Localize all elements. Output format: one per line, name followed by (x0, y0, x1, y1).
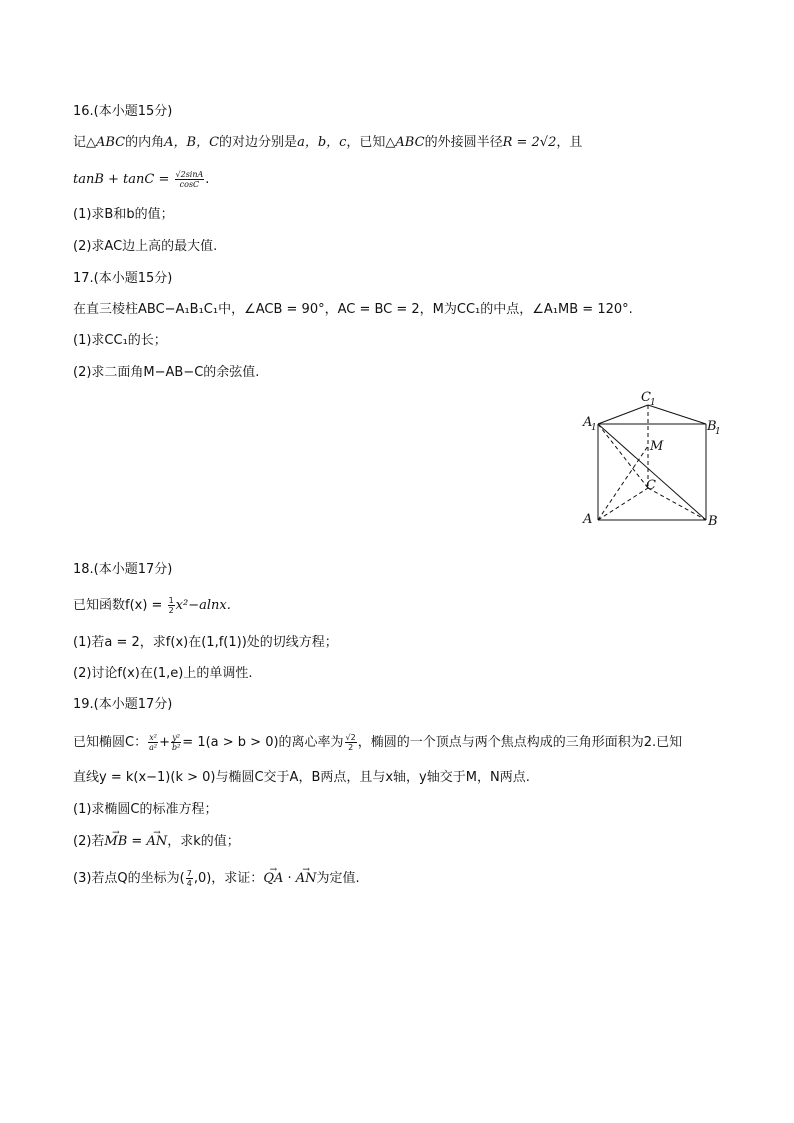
q19-p3-a: (3)若点Q的坐标为( (73, 871, 185, 886)
q19-f3-den: 2 (348, 743, 354, 752)
q17-part2: (2)求二面角M−AB−C的余弦值. (73, 365, 260, 380)
q18-part2: (2)讨论f(x)在(1,e)上的单调性. (73, 666, 253, 681)
q18-header: 18.(本小题17分) (73, 562, 173, 577)
q16-eq-fraction (175, 170, 205, 189)
q19-frac-e (345, 733, 357, 752)
label-a: A (583, 512, 593, 527)
q18-stem-a: 已知函数f(x) = (73, 598, 167, 613)
edge-a-c-dashed (598, 488, 648, 520)
q19-p3-b: ,0)，求证： (193, 871, 264, 886)
q17-part1: (1)求CC₁的长； (73, 333, 167, 348)
q19-f2-num: y² (172, 733, 180, 742)
q19-p3-num: 7 (186, 869, 192, 878)
vector-mb: → MB (104, 833, 127, 851)
q18-den: 2 (168, 606, 174, 615)
q16-stem-g: ，已知△ (346, 135, 396, 150)
q19-f2-den: b² (171, 743, 181, 752)
q16-stem-d: A，B，C (164, 135, 220, 150)
label-a1-sub: 1 (591, 423, 597, 433)
vector-qa: → QA (263, 870, 283, 888)
label-m: M (650, 439, 664, 454)
q16-stem (73, 134, 582, 152)
q16-eq-end: . (205, 172, 210, 187)
q18-half-fraction (168, 596, 175, 615)
q16-part1: (1)求B和b的值； (73, 207, 174, 222)
q16-eq-num: √2sinA (175, 170, 204, 179)
q16-stem-f: a，b，c (297, 135, 347, 150)
q19-frac-y (171, 733, 181, 752)
q19-p3-den: 4 (186, 879, 192, 888)
label-a1: A (583, 415, 593, 430)
segment-a-m-dashed (598, 446, 648, 520)
q18-part1: (1)若a = 2，求f(x)在(1,f(1))处的切线方程； (73, 635, 338, 650)
q18-stem (73, 596, 231, 615)
q16-stem-i: 的外接圆半径 (424, 135, 503, 150)
q19-header: 19.(本小题17分) (73, 697, 173, 712)
q19-p2-a: (2)若 (73, 834, 105, 849)
q16-stem-a: 记△ (73, 135, 96, 150)
q19-l1-c: ，椭圆的一个顶点与两个焦点构成的三角形面积为2.已知 (357, 735, 683, 750)
q16-stem-c: 的内角 (125, 135, 165, 150)
q19-part3 (73, 869, 360, 888)
q19-plus: + (159, 735, 170, 750)
label-b: B (708, 514, 718, 529)
q19-frac-x (148, 733, 158, 752)
q16-stem-b: ABC (96, 135, 126, 150)
edge-a1-c1 (598, 405, 648, 424)
q16-part2: (2)求AC边上高的最大值. (73, 239, 218, 254)
q19-f1-den: a² (149, 743, 158, 752)
q19-f3-num: √2 (345, 733, 356, 742)
q19-p3-dot: · (283, 871, 296, 886)
q19-line1 (73, 733, 682, 752)
q17-stem: 在直三棱柱ABC−A₁B₁C₁中，∠ACB = 90°，AC = BC = 2，M为CC₁的中点，∠A₁MB = 120°. (73, 302, 633, 317)
q16-header: 16.(本小题15分) (73, 104, 173, 119)
q19-part2 (73, 833, 240, 851)
q18-num: 1 (168, 596, 174, 605)
q16-eq-left: tanB + tanC = (73, 172, 174, 187)
q16-stem-e: 的对边分别是 (219, 135, 298, 150)
label-b1-sub: 1 (715, 427, 721, 437)
q19-p3-c: 为定值. (316, 871, 360, 886)
vector-an-2: → AN (296, 870, 317, 888)
q19-f1-num: x² (149, 733, 157, 742)
q17-header: 17.(本小题15分) (73, 271, 173, 286)
edge-c-b-dashed (648, 488, 706, 520)
q16-stem-j: R = 2√2 (502, 135, 557, 150)
label-c: C (646, 478, 656, 493)
label-b1: B (707, 419, 717, 434)
q19-p2-b: ，求k的值； (167, 834, 240, 849)
q16-eq-den: cosC (179, 180, 200, 189)
q16-stem-k: ，且 (556, 135, 583, 150)
segment-a1-c-dashed (598, 424, 648, 488)
q19-l1-b: = 1(a > b > 0)的离心率为 (182, 735, 344, 750)
q16-equation (73, 170, 209, 189)
prism-figure (575, 385, 725, 535)
q19-l1-a: 已知椭圆C： (73, 735, 148, 750)
q19-p3-fraction (186, 869, 193, 888)
q19-line2: 直线y = k(x−1)(k > 0)与椭圆C交于A，B两点，且与x轴，y轴交于M，N两点. (73, 770, 530, 785)
edge-c1-b1 (648, 405, 706, 424)
q19-p2-eq: = (127, 834, 147, 849)
label-c1: C (641, 390, 651, 405)
q18-stem-b: x²−alnx. (175, 598, 231, 613)
vector-an: → AN (146, 833, 167, 851)
q16-stem-h: ABC (395, 135, 425, 150)
q19-part1: (1)求椭圆C的标准方程； (73, 802, 218, 817)
label-c1-sub: 1 (650, 398, 656, 408)
